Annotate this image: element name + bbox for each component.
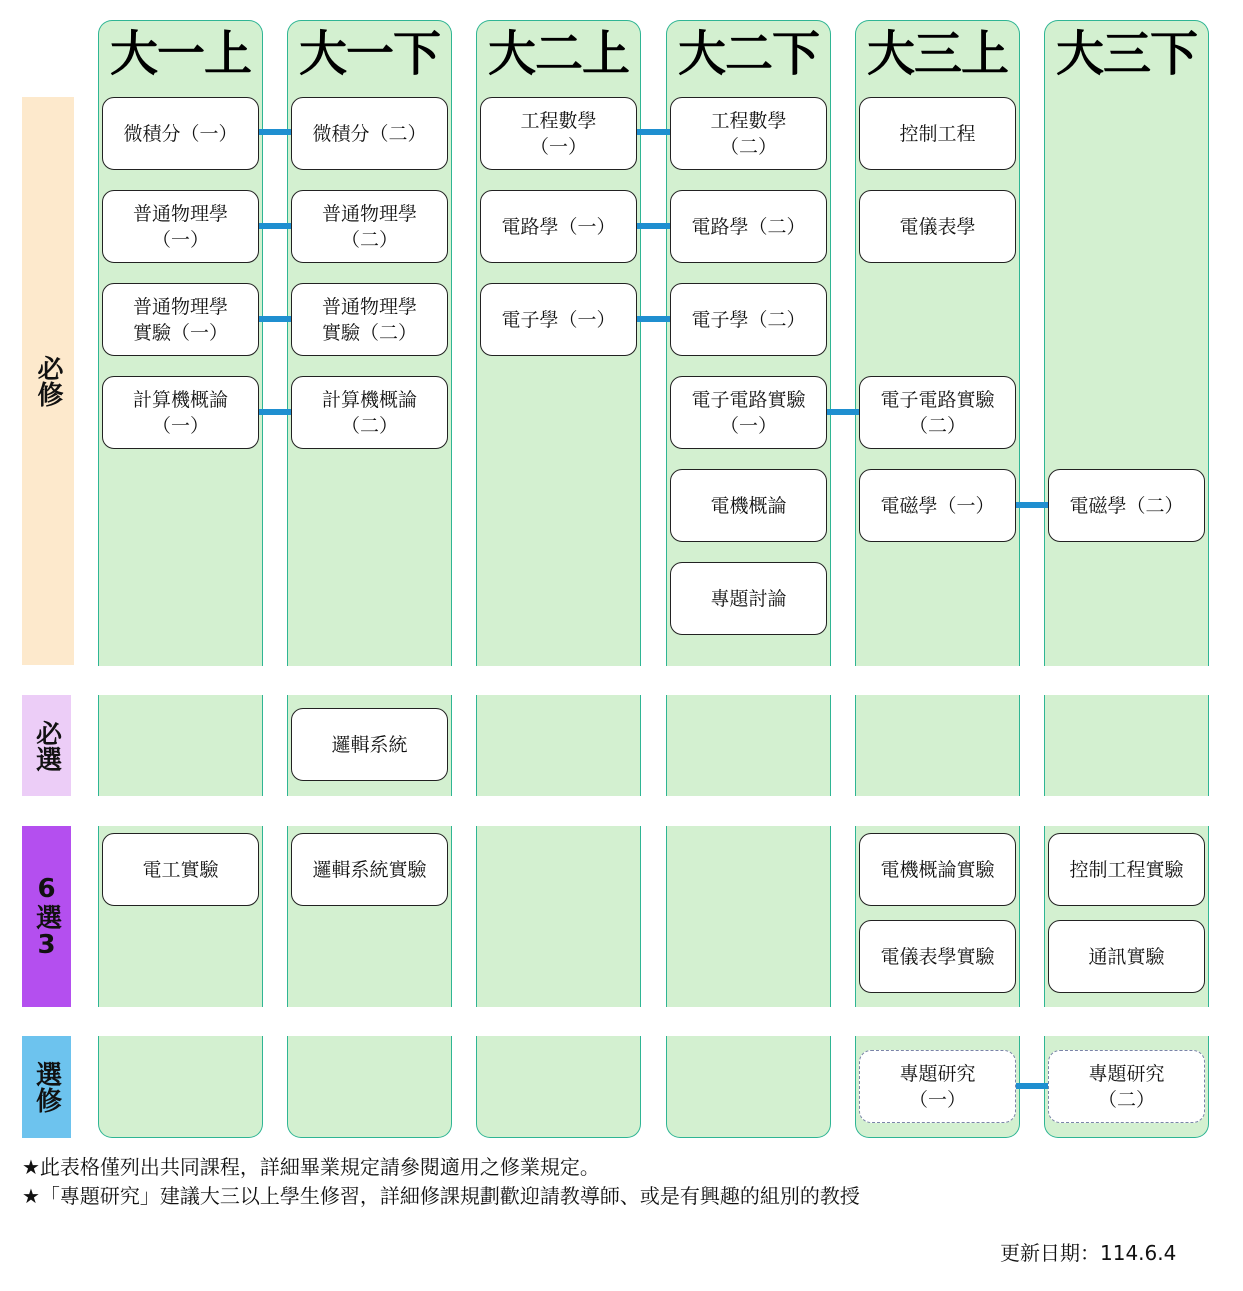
link-project xyxy=(1015,1083,1050,1089)
link-calc xyxy=(258,129,293,135)
course-calculus-1[interactable]: 微積分（一） xyxy=(102,97,259,170)
row-label-elective: 選修 xyxy=(22,1036,71,1138)
semester-column-4-segment-4 xyxy=(666,1036,831,1138)
semester-column-1-segment-2 xyxy=(98,695,263,796)
link-phys xyxy=(258,223,293,229)
course-engineering-math-2[interactable]: 工程數學 （二） xyxy=(670,97,827,170)
course-project-research-2[interactable]: 專題研究 （二） xyxy=(1048,1050,1205,1123)
course-electronic-circuits-lab-1[interactable]: 電子電路實驗 （一） xyxy=(670,376,827,449)
course-instrumentation-lab[interactable]: 電儀表學實驗 xyxy=(859,920,1016,993)
semester-column-3-segment-3 xyxy=(476,826,641,1007)
link-elec-lab xyxy=(826,409,861,415)
course-circuits-1[interactable]: 電路學（一） xyxy=(480,190,637,263)
course-electronic-circuits-lab-2[interactable]: 電子電路實驗 （二） xyxy=(859,376,1016,449)
semester-column-6-segment-1 xyxy=(1044,20,1209,666)
link-cs xyxy=(258,409,293,415)
semester-title-1-2: 大一下 xyxy=(298,26,440,82)
semester-column-1-segment-4 xyxy=(98,1036,263,1138)
row-label-required-elective: 必選 xyxy=(22,695,71,796)
note-project-research: ★「專題研究」建議大三以上學生修習，詳細修課規劃歡迎請教導師、或是有興趣的組別的教授 xyxy=(22,1184,860,1208)
course-electronics-1[interactable]: 電子學（一） xyxy=(480,283,637,356)
row-label-required: 必修 xyxy=(22,97,74,665)
course-control-engineering[interactable]: 控制工程 xyxy=(859,97,1016,170)
course-electromagnetics-1[interactable]: 電磁學（一） xyxy=(859,469,1016,542)
semester-title-1-1: 大一上 xyxy=(109,26,251,82)
course-project-research-1[interactable]: 專題研究 （一） xyxy=(859,1050,1016,1123)
course-physics-1[interactable]: 普通物理學 （一） xyxy=(102,190,259,263)
course-physics-lab-1[interactable]: 普通物理學 實驗（一） xyxy=(102,283,259,356)
course-calculus-2[interactable]: 微積分（二） xyxy=(291,97,448,170)
link-phys-lab xyxy=(258,316,293,322)
semester-column-6-segment-2 xyxy=(1044,695,1209,796)
course-logic-systems-lab[interactable]: 邏輯系統實驗 xyxy=(291,833,448,906)
row-label-choose-3-of-6: 6選3 xyxy=(22,826,71,1007)
course-circuits-2[interactable]: 電路學（二） xyxy=(670,190,827,263)
link-eng-math xyxy=(636,129,671,135)
link-circuit xyxy=(636,223,671,229)
semester-title-2-1: 大二上 xyxy=(487,26,629,82)
semester-column-4-segment-3 xyxy=(666,826,831,1007)
course-engineering-math-1[interactable]: 工程數學 （一） xyxy=(480,97,637,170)
course-communications-lab[interactable]: 通訊實驗 xyxy=(1048,920,1205,993)
update-date: 更新日期：114.6.4 xyxy=(1000,1241,1177,1265)
course-electric-machinery[interactable]: 電機概論 xyxy=(670,469,827,542)
link-elec xyxy=(636,316,671,322)
semester-column-4-segment-2 xyxy=(666,695,831,796)
course-control-engineering-lab[interactable]: 控制工程實驗 xyxy=(1048,833,1205,906)
course-physics-2[interactable]: 普通物理學 （二） xyxy=(291,190,448,263)
semester-title-3-1: 大三上 xyxy=(866,26,1008,82)
course-computer-intro-1[interactable]: 計算機概論 （一） xyxy=(102,376,259,449)
semester-column-3-segment-4 xyxy=(476,1036,641,1138)
semester-title-3-2: 大三下 xyxy=(1055,26,1197,82)
semester-title-2-2: 大二下 xyxy=(677,26,819,82)
semester-column-2-segment-4 xyxy=(287,1036,452,1138)
course-ee-lab[interactable]: 電工實驗 xyxy=(102,833,259,906)
course-computer-intro-2[interactable]: 計算機概論 （二） xyxy=(291,376,448,449)
course-seminar[interactable]: 專題討論 xyxy=(670,562,827,635)
course-physics-lab-2[interactable]: 普通物理學 實驗（二） xyxy=(291,283,448,356)
course-electronics-2[interactable]: 電子學（二） xyxy=(670,283,827,356)
semester-column-3-segment-2 xyxy=(476,695,641,796)
note-common-courses: ★此表格僅列出共同課程，詳細畢業規定請參閱適用之修業規定。 xyxy=(22,1155,600,1179)
course-electric-machinery-lab[interactable]: 電機概論實驗 xyxy=(859,833,1016,906)
course-electromagnetics-2[interactable]: 電磁學（二） xyxy=(1048,469,1205,542)
course-logic-systems[interactable]: 邏輯系統 xyxy=(291,708,448,781)
semester-column-5-segment-2 xyxy=(855,695,1020,796)
link-em xyxy=(1015,502,1050,508)
course-instrumentation[interactable]: 電儀表學 xyxy=(859,190,1016,263)
